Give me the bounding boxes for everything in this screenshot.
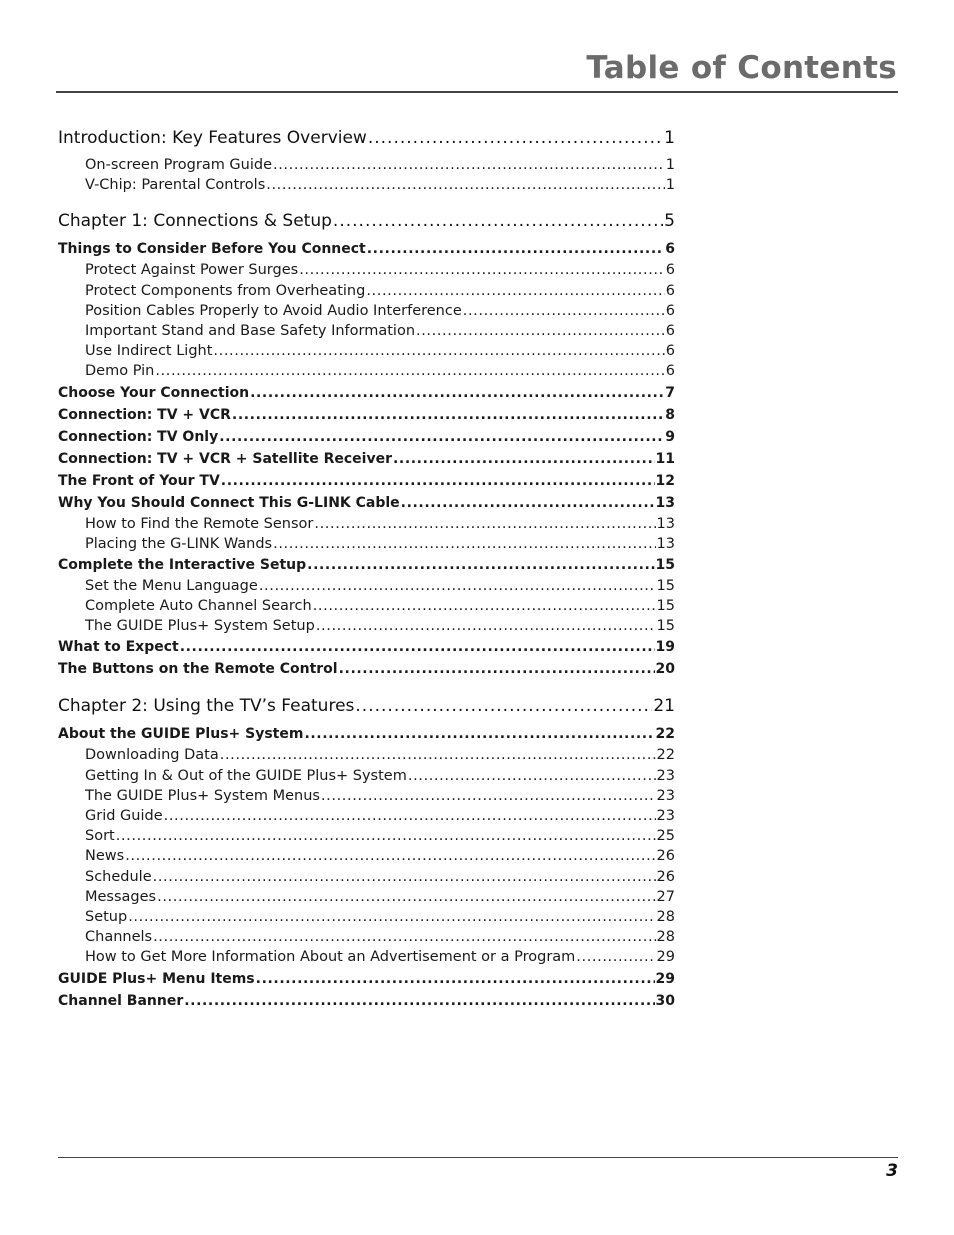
table-of-contents	[58, 126, 675, 1012]
toc-entry-section[interactable]	[58, 723, 675, 745]
toc-entry-sub[interactable]	[58, 867, 675, 887]
toc-entry-section[interactable]	[58, 658, 675, 680]
toc-entry-chapter[interactable]	[58, 209, 675, 233]
dot-leader	[355, 694, 652, 718]
toc-entry-label: The GUIDE Plus+ System Menus	[85, 787, 320, 804]
toc-entry-label: Sort	[85, 828, 115, 845]
toc-entry-page: 13	[656, 515, 675, 532]
dot-leader	[153, 867, 656, 887]
dot-leader	[221, 470, 655, 492]
toc-entry-page: 5	[664, 211, 675, 232]
dot-leader	[220, 745, 656, 765]
toc-entry-page: 8	[665, 406, 675, 423]
toc-entry-label: Messages	[85, 888, 157, 905]
dot-leader	[307, 554, 654, 576]
toc-entry-label: Position Cables Properly to Avoid Audio Interference	[85, 302, 462, 319]
toc-entry-chapter[interactable]	[58, 126, 675, 150]
toc-entry-page: 7	[665, 384, 675, 401]
toc-entry-page: 28	[656, 908, 675, 925]
toc-entry-sub[interactable]	[58, 514, 675, 534]
toc-entry-page: 6	[665, 343, 675, 360]
dot-leader	[416, 321, 665, 341]
dot-leader	[314, 514, 655, 534]
toc-entry-sub[interactable]	[58, 260, 675, 280]
toc-entry-sub[interactable]	[58, 281, 675, 301]
toc-entry-label: GUIDE Plus+ Menu Items	[58, 970, 255, 987]
toc-entry-page: 6	[665, 282, 675, 299]
dot-leader	[316, 616, 656, 636]
dot-leader	[266, 175, 665, 195]
toc-entry-section[interactable]	[58, 404, 675, 426]
toc-entry-sub[interactable]	[58, 534, 675, 554]
toc-entry-label: Connection: TV + VCR + Satellite Receiver	[58, 450, 392, 467]
toc-entry-label: Connection: TV + VCR	[58, 406, 231, 423]
header-rule	[56, 91, 898, 93]
dot-leader	[401, 492, 655, 514]
dot-leader	[256, 968, 655, 990]
toc-entry-label: Protect Against Power Surges	[85, 262, 299, 279]
dot-leader	[125, 846, 655, 866]
toc-entry-label: Complete Auto Channel Search	[85, 598, 312, 615]
toc-entry-label: Connection: TV Only	[58, 428, 219, 445]
toc-entry-page: 21	[653, 696, 675, 717]
dot-leader	[463, 301, 665, 321]
toc-entry-page: 11	[655, 450, 675, 467]
toc-entry-page: 1	[664, 128, 675, 148]
toc-entry-page: 28	[656, 929, 675, 946]
toc-entry-label: Getting In & Out of the GUIDE Plus+ System	[85, 767, 407, 784]
dot-leader	[576, 947, 655, 967]
dot-leader	[367, 238, 664, 260]
toc-entry-page: 15	[656, 618, 675, 635]
dot-leader	[313, 596, 656, 616]
toc-entry-section[interactable]	[58, 554, 675, 576]
toc-entry-sub[interactable]	[58, 321, 675, 341]
toc-entry-section[interactable]	[58, 492, 675, 514]
toc-entry-label: Downloading Data	[85, 747, 219, 764]
toc-entry-section[interactable]	[58, 238, 675, 260]
toc-entry-section[interactable]	[58, 470, 675, 492]
toc-entry-sub[interactable]	[58, 947, 675, 967]
toc-entry-section[interactable]	[58, 448, 675, 470]
toc-entry-sub[interactable]	[58, 155, 675, 175]
toc-entry-label: Schedule	[85, 868, 152, 885]
dot-leader	[259, 576, 656, 596]
toc-entry-sub[interactable]	[58, 907, 675, 927]
toc-entry-page: 22	[655, 726, 675, 743]
toc-entry-label: V-Chip: Parental Controls	[85, 177, 266, 194]
dot-leader	[408, 766, 656, 786]
dot-leader	[368, 126, 663, 150]
toc-entry-label: Protect Components from Overheating	[85, 282, 366, 299]
toc-entry-page: 1	[665, 157, 675, 173]
toc-entry-page: 15	[656, 598, 675, 615]
toc-entry-page: 6	[665, 262, 675, 279]
toc-entry-label: Choose Your Connection	[58, 384, 250, 401]
toc-entry-page: 29	[655, 970, 675, 987]
toc-entry-page: 6	[665, 302, 675, 319]
dot-leader	[219, 426, 664, 448]
toc-entry-label: Important Stand and Base Safety Information	[85, 322, 416, 339]
toc-entry-sub[interactable]	[58, 301, 675, 321]
toc-entry-page: 26	[656, 848, 675, 865]
toc-entry-label: Why You Should Connect This G-LINK Cable	[58, 494, 400, 511]
dot-leader	[299, 260, 665, 280]
toc-entry-sub[interactable]	[58, 766, 675, 786]
toc-entry-label: Introduction: Key Features Overview	[58, 128, 367, 148]
toc-entry-page: 15	[655, 556, 675, 573]
dot-leader	[128, 907, 655, 927]
toc-entry-label: Set the Menu Language	[85, 577, 258, 594]
toc-entry-chapter[interactable]	[58, 694, 675, 718]
toc-entry-sub[interactable]	[58, 745, 675, 765]
dot-leader	[153, 927, 655, 947]
toc-entry-sub[interactable]	[58, 786, 675, 806]
toc-entry-page: 30	[655, 992, 675, 1009]
toc-entry-page: 1	[665, 177, 675, 194]
toc-entry-sub[interactable]	[58, 927, 675, 947]
toc-entry-label: About the GUIDE Plus+ System	[58, 726, 304, 743]
toc-entry-page: 20	[655, 661, 675, 678]
dot-leader	[213, 341, 664, 361]
toc-entry-label: Channels	[85, 929, 153, 946]
toc-entry-sub[interactable]	[58, 806, 675, 826]
toc-entry-page: 6	[665, 363, 675, 380]
toc-entry-label: On-screen Program Guide	[85, 157, 273, 173]
toc-entry-page: 12	[655, 472, 675, 489]
toc-entry-label: The Front of Your TV	[58, 472, 220, 489]
dot-leader	[366, 281, 664, 301]
toc-entry-label: Use Indirect Light	[85, 343, 213, 360]
toc-entry-label: Complete the Interactive Setup	[58, 556, 307, 573]
toc-entry-label: Things to Consider Before You Connect	[58, 241, 366, 258]
page-number: 3	[886, 1161, 898, 1181]
toc-entry-sub[interactable]	[58, 596, 675, 616]
toc-entry-section[interactable]	[58, 968, 675, 990]
dot-leader	[157, 887, 655, 907]
toc-entry-page: 13	[656, 535, 675, 552]
toc-entry-page: 29	[656, 949, 675, 966]
toc-entry-page: 23	[656, 767, 675, 784]
dot-leader	[180, 636, 655, 658]
toc-entry-sub[interactable]	[58, 846, 675, 866]
toc-entry-label: Grid Guide	[85, 808, 163, 824]
toc-entry-page: 15	[656, 577, 675, 594]
toc-entry-label: How to Find the Remote Sensor	[85, 515, 314, 532]
toc-entry-sub[interactable]	[58, 175, 675, 195]
dot-leader	[339, 658, 655, 680]
dot-leader	[164, 806, 656, 826]
toc-entry-label: How to Get More Information About an Advertisement or a Program	[85, 949, 576, 966]
toc-entry-section[interactable]	[58, 382, 675, 404]
page-title: Table of Contents	[586, 50, 897, 86]
dot-leader	[273, 534, 655, 554]
toc-entry-label: Channel Banner	[58, 992, 184, 1009]
toc-entry-section[interactable]	[58, 990, 675, 1012]
toc-entry-label: Placing the G-LINK Wands	[85, 535, 273, 552]
dot-leader	[333, 209, 663, 233]
dot-leader	[184, 990, 654, 1012]
toc-entry-sub[interactable]	[58, 361, 675, 381]
toc-entry-label: Chapter 2: Using the TV’s Features	[58, 696, 355, 717]
toc-entry-page: 9	[665, 428, 675, 445]
toc-entry-label: The GUIDE Plus+ System Setup	[85, 618, 315, 635]
toc-entry-sub[interactable]	[58, 341, 675, 361]
dot-leader	[304, 723, 654, 745]
toc-entry-page: 23	[656, 808, 675, 824]
toc-entry-label: News	[85, 848, 125, 865]
toc-entry-section[interactable]	[58, 426, 675, 448]
toc-entry-label: Chapter 1: Connections & Setup	[58, 211, 332, 232]
toc-entry-section[interactable]	[58, 636, 675, 658]
toc-entry-page: 13	[655, 494, 675, 511]
dot-leader	[273, 155, 665, 175]
toc-entry-label: Setup	[85, 908, 128, 925]
toc-entry-label: The Buttons on the Remote Control	[58, 661, 338, 678]
toc-entry-page: 25	[656, 828, 675, 845]
toc-entry-page: 22	[656, 747, 675, 764]
dot-leader	[250, 382, 664, 404]
toc-entry-sub[interactable]	[58, 826, 675, 846]
toc-entry-page: 6	[665, 241, 675, 258]
dot-leader	[321, 786, 656, 806]
footer-rule	[58, 1157, 898, 1158]
toc-entry-label: Demo Pin	[85, 363, 155, 380]
toc-entry-sub[interactable]	[58, 616, 675, 636]
toc-entry-page: 19	[655, 639, 675, 656]
dot-leader	[232, 404, 664, 426]
toc-entry-page: 26	[656, 868, 675, 885]
toc-entry-sub[interactable]	[58, 576, 675, 596]
dot-leader	[155, 361, 664, 381]
toc-entry-page: 6	[665, 322, 675, 339]
toc-entry-page: 23	[656, 787, 675, 804]
dot-leader	[393, 448, 655, 470]
toc-entry-sub[interactable]	[58, 887, 675, 907]
toc-entry-label: What to Expect	[58, 639, 179, 656]
toc-entry-page: 27	[656, 888, 675, 905]
dot-leader	[116, 826, 656, 846]
